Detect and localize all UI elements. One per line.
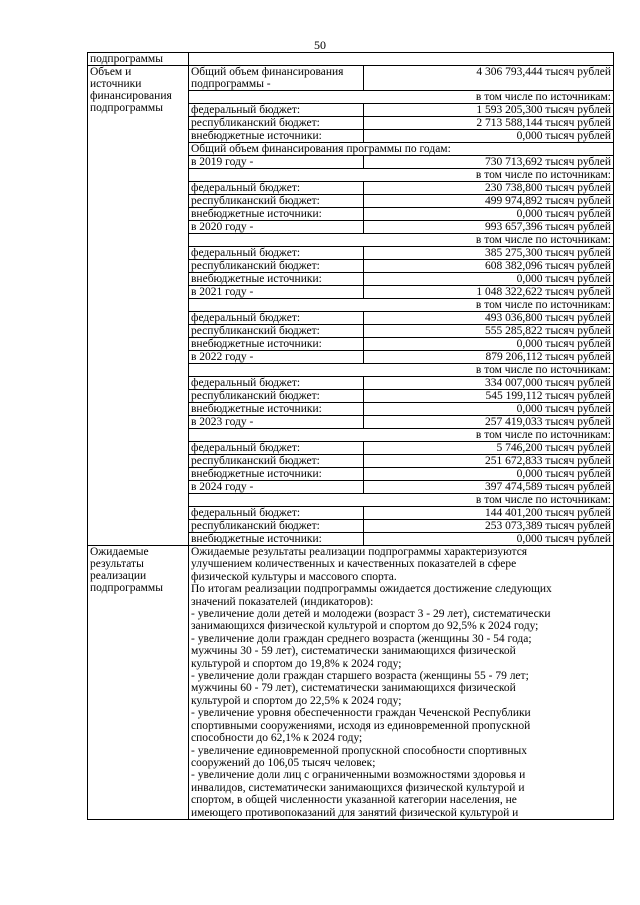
table-row xyxy=(88,53,614,66)
year-federal-value: 493 036,800 тысяч рублей xyxy=(364,312,614,325)
year-republic-label: республиканский бюджет: xyxy=(189,455,364,468)
year-total-value: 730 713,692 тысяч рублей xyxy=(364,156,614,169)
year-federal-label: федеральный бюджет: xyxy=(189,507,364,520)
results-text xyxy=(189,546,614,820)
subprogram-passport-table xyxy=(87,52,614,820)
year-republic-label: республиканский бюджет: xyxy=(189,390,364,403)
results-text-line: инвалидов, систематически занимающихся физической культурой и xyxy=(191,781,525,794)
funding-label-line: финансирования xyxy=(90,90,172,102)
year-offbudget-label: внебюджетные источники: xyxy=(189,533,364,546)
top-row-label: подпрограммы xyxy=(88,53,189,66)
year-republic-label: республиканский бюджет: xyxy=(189,520,364,533)
results-text-line: занимающихся физической культурой и спортом до 92,5% к 2024 году; xyxy=(191,620,539,633)
year-republic-label: республиканский бюджет: xyxy=(189,260,364,273)
year-republic-value: 608 382,096 тысяч рублей xyxy=(364,260,614,273)
year-total-label: в 2020 году - xyxy=(189,221,364,234)
year-republic-value: 555 285,822 тысяч рублей xyxy=(364,325,614,338)
results-text-line: культурой и спортом до 19,8% к 2024 году; xyxy=(191,657,402,670)
year-federal-value: 334 007,000 тысяч рублей xyxy=(364,377,614,390)
year-republic-label: республиканский бюджет: xyxy=(189,195,364,208)
results-text-line: - увеличение доли детей и молодежи (возраст 3 - 29 лет), систематически xyxy=(191,608,551,621)
year-federal-label: федеральный бюджет: xyxy=(189,377,364,390)
results-section-label xyxy=(88,546,189,820)
year-offbudget-label: внебюджетные источники: xyxy=(189,273,364,286)
year-republic-value: 251 672,833 тысяч рублей xyxy=(364,455,614,468)
results-text-line: способности до 62,1% к 2024 году; xyxy=(191,732,363,745)
results-text-line: - увеличение единовременной пропускной способности спортивных xyxy=(191,744,527,757)
funding-offbudget-label: внебюджетные источники: xyxy=(189,130,364,143)
year-republic-label: республиканский бюджет: xyxy=(189,325,364,338)
funding-total-label: Общий объем финансирования подпрограммы - xyxy=(189,66,364,91)
year-total-label: в 2021 году - xyxy=(189,286,364,299)
funding-by-years-heading: Общий объем финансирования программы по годам: xyxy=(189,143,614,156)
year-by-sources: в том числе по источникам: xyxy=(189,234,614,247)
year-federal-value: 144 401,200 тысяч рублей xyxy=(364,507,614,520)
year-republic-value: 545 199,112 тысяч рублей xyxy=(364,390,614,403)
results-text-line: имеющего противопоказаний для занятий физической культурой и xyxy=(191,806,519,819)
year-offbudget-value: 0,000 тысяч рублей xyxy=(364,403,614,416)
year-offbudget-label: внебюджетные источники: xyxy=(189,403,364,416)
results-text-line: спортивными сооружениями, исходя из единовременной пропускной xyxy=(191,719,531,732)
funding-republic-label: республиканский бюджет: xyxy=(189,117,364,130)
results-text-line: мужчины 30 - 59 лет), систематически занимающихся физической xyxy=(191,645,516,658)
funding-by-sources: в том числе по источникам: xyxy=(189,91,614,104)
year-offbudget-value: 0,000 тысяч рублей xyxy=(364,533,614,546)
results-text-line: По итогам реализации подпрограммы ожидается достижение следующих xyxy=(191,583,552,596)
results-text-line: культурой и спортом до 22,5% к 2024 году; xyxy=(191,694,402,707)
results-label-line: реализации xyxy=(90,570,147,582)
results-text-line: сооружений до 106,05 тысяч человек; xyxy=(191,756,376,769)
year-by-sources: в том числе по источникам: xyxy=(189,364,614,377)
top-row-empty-cell xyxy=(189,53,614,66)
results-text-line: физической культуры и массового спорта. xyxy=(191,570,397,583)
year-total-value: 879 206,112 тысяч рублей xyxy=(364,351,614,364)
funding-federal-label: федеральный бюджет: xyxy=(189,104,364,117)
year-offbudget-value: 0,000 тысяч рублей xyxy=(364,468,614,481)
funding-section-label xyxy=(88,66,189,546)
year-total-value: 257 419,033 тысяч рублей xyxy=(364,416,614,429)
funding-total-row xyxy=(88,66,614,91)
funding-label-line: источники xyxy=(90,78,142,90)
year-total-value: 397 474,589 тысяч рублей xyxy=(364,481,614,494)
results-text-line: Ожидаемые результаты реализации подпрограммы характеризуются xyxy=(191,546,528,558)
results-row xyxy=(88,546,614,820)
year-by-sources: в том числе по источникам: xyxy=(189,429,614,442)
results-label-line: результаты xyxy=(90,558,144,570)
year-by-sources: в том числе по источникам: xyxy=(189,299,614,312)
results-text-line: спортом, в общей численности указанной категории населения, не xyxy=(191,794,517,807)
results-text-line: - увеличение уровня обеспеченности граждан Чеченской Республики xyxy=(191,707,531,720)
year-federal-value: 230 738,800 тысяч рублей xyxy=(364,182,614,195)
year-federal-value: 385 275,300 тысяч рублей xyxy=(364,247,614,260)
year-total-value: 993 657,396 тысяч рублей xyxy=(364,221,614,234)
year-offbudget-value: 0,000 тысяч рублей xyxy=(364,273,614,286)
year-federal-label: федеральный бюджет: xyxy=(189,312,364,325)
year-total-label: в 2024 году - xyxy=(189,481,364,494)
year-by-sources: в том числе по источникам: xyxy=(189,494,614,507)
results-text-line: значений показателей (индикаторов): xyxy=(191,595,374,608)
year-federal-label: федеральный бюджет: xyxy=(189,442,364,455)
funding-offbudget-value: 0,000 тысяч рублей xyxy=(364,130,614,143)
year-republic-value: 499 974,892 тысяч рублей xyxy=(364,195,614,208)
year-offbudget-label: внебюджетные источники: xyxy=(189,468,364,481)
year-federal-label: федеральный бюджет: xyxy=(189,247,364,260)
year-offbudget-label: внебюджетные источники: xyxy=(189,338,364,351)
year-offbudget-label: внебюджетные источники: xyxy=(189,208,364,221)
results-label-line: Ожидаемые xyxy=(90,546,149,558)
results-text-line: - увеличение доли лиц с ограниченными возможностями здоровья и xyxy=(191,769,526,782)
page-number: 50 xyxy=(314,38,326,52)
year-federal-value: 5 746,200 тысяч рублей xyxy=(364,442,614,455)
results-text-line: улучшением количественных и качественных показателей в сфере xyxy=(191,558,517,571)
funding-republic-value: 2 713 588,144 тысяч рублей xyxy=(364,117,614,130)
funding-federal-value: 1 593 205,300 тысяч рублей xyxy=(364,104,614,117)
year-total-value: 1 048 322,622 тысяч рублей xyxy=(364,286,614,299)
results-text-line: - увеличение доли граждан среднего возраста (женщины 30 - 54 года; xyxy=(191,632,532,645)
year-by-sources: в том числе по источникам: xyxy=(189,169,614,182)
results-label-line: подпрограммы xyxy=(90,582,163,594)
funding-label-line: Объем и xyxy=(90,66,132,78)
results-text-line: мужчины 60 - 79 лет), систематически занимающихся физической xyxy=(191,682,516,695)
year-offbudget-value: 0,000 тысяч рублей xyxy=(364,208,614,221)
year-federal-label: федеральный бюджет: xyxy=(189,182,364,195)
year-republic-value: 253 073,389 тысяч рублей xyxy=(364,520,614,533)
results-text-line: - увеличение доли граждан старшего возраста (женщины 55 - 79 лет; xyxy=(191,670,529,683)
year-total-label: в 2023 году - xyxy=(189,416,364,429)
year-total-label: в 2022 году - xyxy=(189,351,364,364)
funding-total-value: 4 306 793,444 тысяч рублей xyxy=(364,66,614,91)
year-total-label: в 2019 году - xyxy=(189,156,364,169)
funding-label-line: подпрограммы xyxy=(90,102,163,114)
year-offbudget-value: 0,000 тысяч рублей xyxy=(364,338,614,351)
